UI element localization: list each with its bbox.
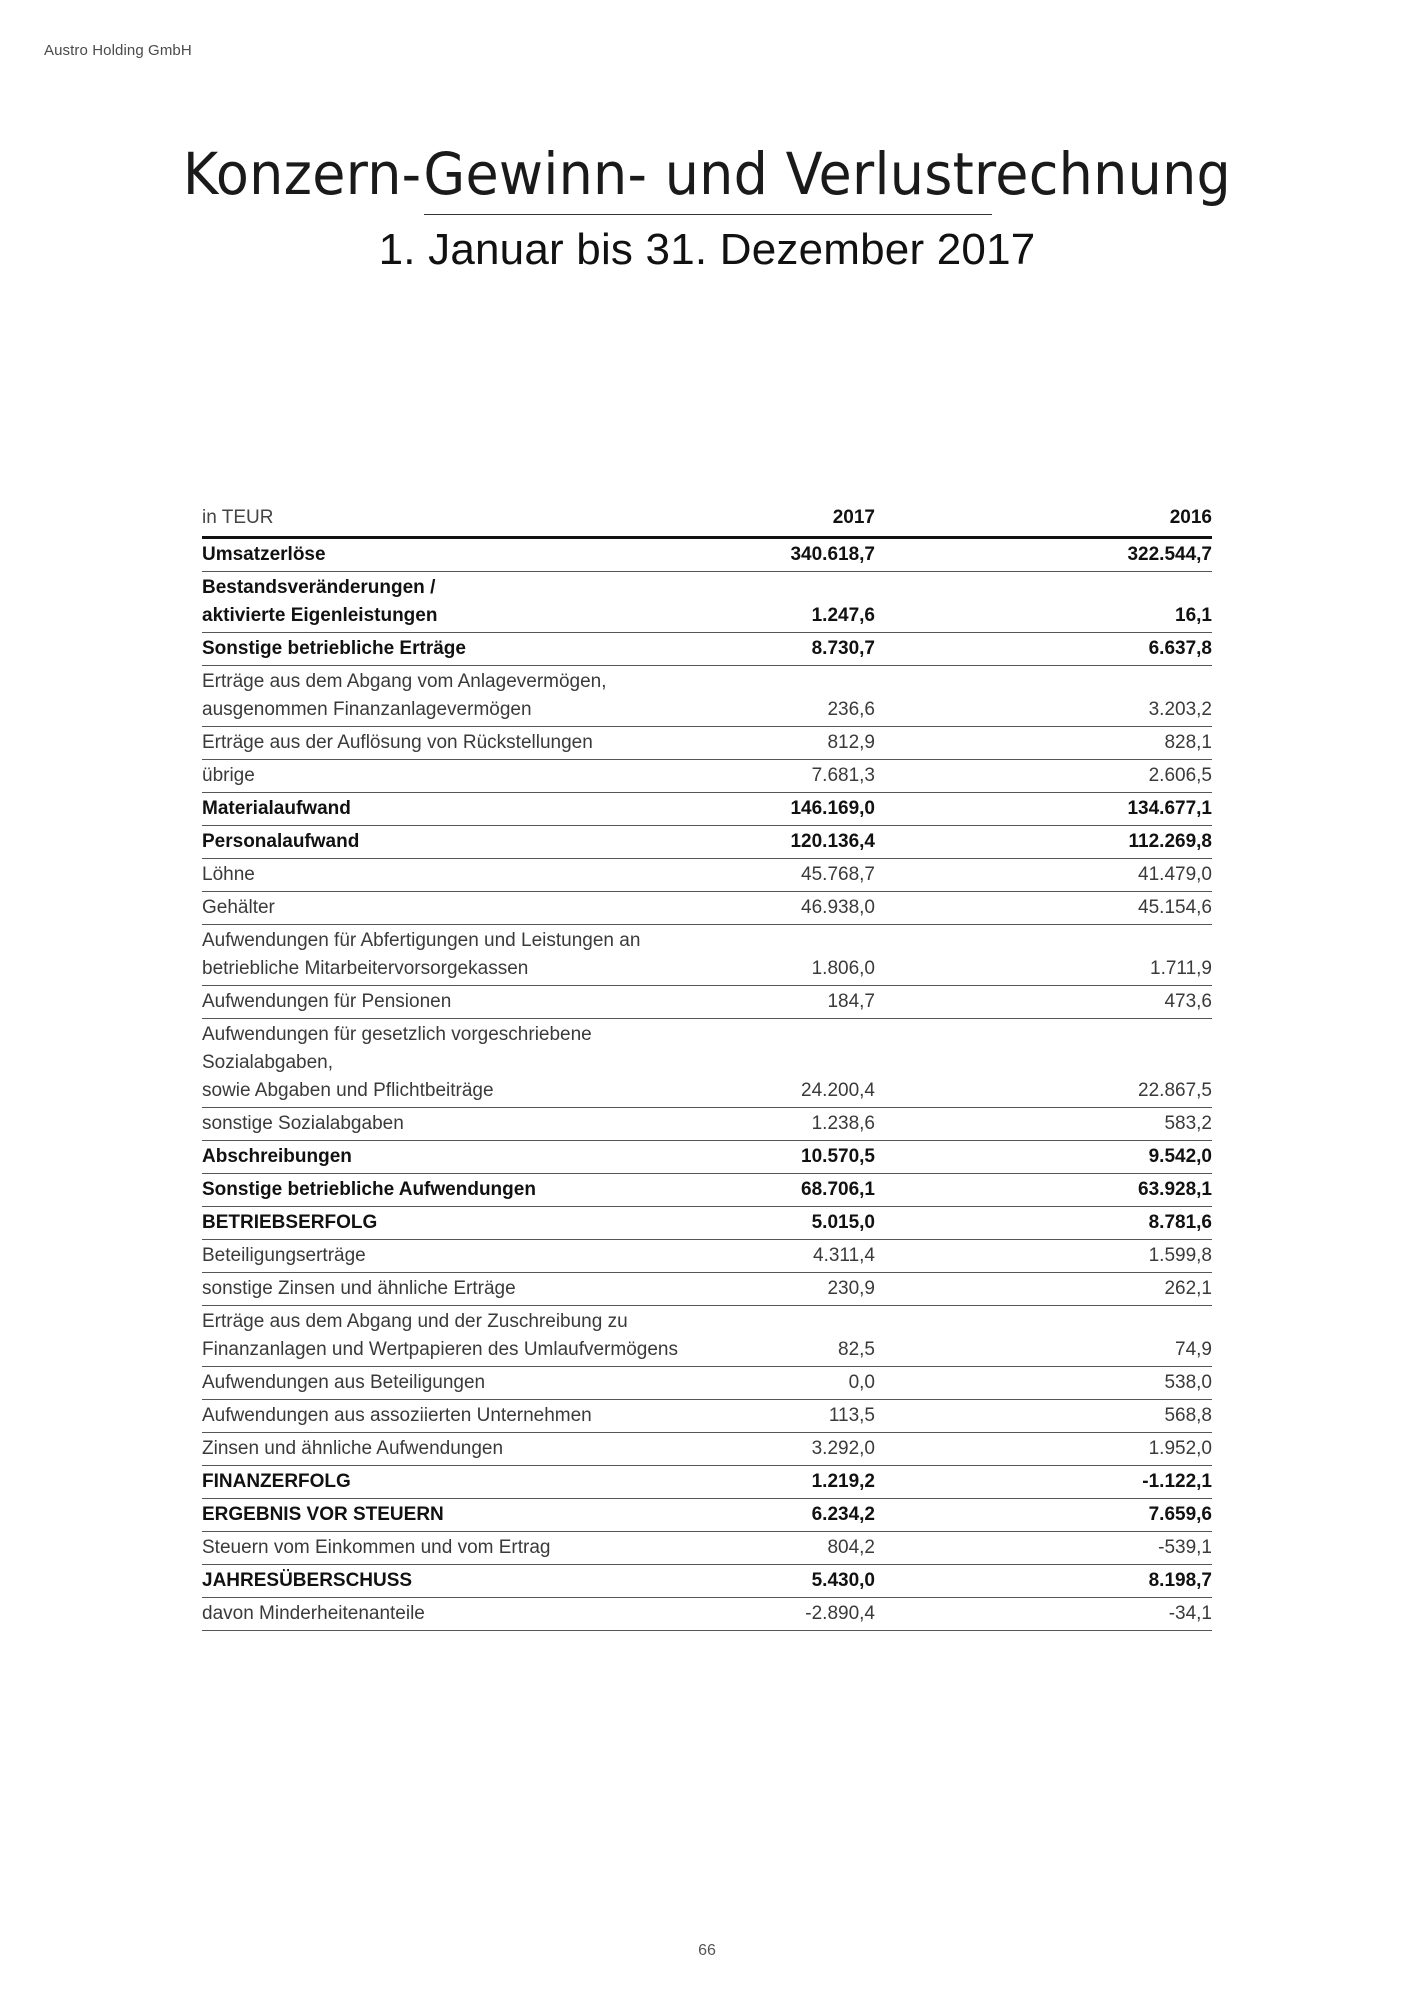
table-row	[202, 1532, 1212, 1565]
row-label-line: Erträge aus dem Abgang vom Anlagevermögen,	[202, 671, 607, 692]
table-row	[202, 826, 1212, 859]
unit-label: in TEUR	[202, 507, 274, 528]
row-label	[202, 1501, 735, 1529]
table-row	[202, 1598, 1212, 1631]
value-2016: 22.867,5	[1138, 1080, 1212, 1101]
value-2016: 134.677,1	[1127, 798, 1212, 819]
row-label-line: ausgenommen Finanzanlagevermögen	[202, 699, 532, 720]
row-label	[202, 1600, 735, 1628]
table-row	[202, 1565, 1212, 1598]
row-label-line: sonstige Sozialabgaben	[202, 1113, 404, 1134]
row-label	[202, 574, 735, 630]
table-row	[202, 1273, 1212, 1306]
value-2016: 1.599,8	[1148, 1245, 1212, 1266]
value-2017: 1.806,0	[811, 958, 875, 979]
value-2016: 7.659,6	[1148, 1504, 1212, 1525]
value-2016: 828,1	[1164, 732, 1212, 753]
row-label-line: davon Minderheitenanteile	[202, 1603, 425, 1624]
row-label	[202, 1110, 735, 1138]
value-2016: 583,2	[1164, 1113, 1212, 1134]
value-2016: 16,1	[1175, 605, 1212, 626]
value-2016: 3.203,2	[1148, 699, 1212, 720]
row-label	[202, 828, 735, 856]
row-label	[202, 729, 735, 757]
table-row	[202, 892, 1212, 925]
table-row	[202, 859, 1212, 892]
table-row	[202, 1207, 1212, 1240]
row-label-line: Aufwendungen aus Beteiligungen	[202, 1372, 486, 1393]
value-2017: 1.238,6	[811, 1113, 875, 1134]
value-2017: 5.430,0	[811, 1570, 875, 1591]
value-2017: 146.169,0	[790, 798, 875, 819]
value-2016: 112.269,8	[1128, 831, 1212, 852]
value-2017: 45.768,7	[801, 864, 875, 885]
table-row	[202, 1400, 1212, 1433]
row-label-line: übrige	[202, 765, 255, 786]
row-label-line: Personalaufwand	[202, 831, 360, 852]
table-row	[202, 1433, 1212, 1466]
row-label-line: Sonstige betriebliche Aufwendungen	[202, 1179, 536, 1200]
value-2016: 1.952,0	[1148, 1438, 1212, 1459]
row-label-line: Abschreibungen	[202, 1146, 352, 1167]
row-label	[202, 1567, 735, 1595]
value-2017: 10.570,5	[801, 1146, 875, 1167]
row-label-line: Aufwendungen für Abfertigungen und Leistungen an	[202, 930, 641, 951]
page-subtitle: 1. Januar bis 31. Dezember 2017	[378, 225, 1036, 274]
row-label	[202, 927, 735, 983]
table-row	[202, 1019, 1212, 1108]
row-label	[202, 894, 735, 922]
row-label	[202, 668, 735, 724]
value-2016: -1.122,1	[1142, 1471, 1212, 1492]
row-label	[202, 1143, 735, 1171]
row-label-line: Zinsen und ähnliche Aufwendungen	[202, 1438, 504, 1459]
table-row	[202, 666, 1212, 727]
column-header-2017: 2017	[832, 507, 875, 528]
table-row	[202, 1367, 1212, 1400]
value-2017: 68.706,1	[801, 1179, 875, 1200]
row-label	[202, 1308, 735, 1364]
table-row	[202, 925, 1212, 986]
row-label-line: Aufwendungen aus assoziierten Unternehmen	[202, 1405, 592, 1426]
value-2016: 538,0	[1164, 1372, 1212, 1393]
value-2017: 230,9	[827, 1278, 875, 1299]
value-2016: 8.781,6	[1148, 1212, 1212, 1233]
row-label-line: Aufwendungen für gesetzlich vorgeschriebene Sozialabgaben,	[202, 1024, 592, 1073]
income-statement-table	[202, 502, 1212, 1631]
table-row	[202, 793, 1212, 826]
row-label-line: Finanzanlagen und Wertpapieren des Umlaufvermögens	[202, 1339, 678, 1360]
table-row	[202, 986, 1212, 1019]
row-label-line: Umsatzerlöse	[202, 544, 326, 565]
column-header-2016: 2016	[1169, 507, 1212, 528]
row-label	[202, 541, 735, 569]
row-label-line: Beteiligungserträge	[202, 1245, 366, 1266]
row-label	[202, 1209, 735, 1237]
row-label	[202, 1275, 735, 1303]
value-2016: 8.198,7	[1148, 1570, 1212, 1591]
value-2017: -2.890,4	[805, 1603, 875, 1624]
value-2017: 184,7	[827, 991, 875, 1012]
row-label-line: sowie Abgaben und Pflichtbeiträge	[202, 1080, 494, 1101]
table-row	[202, 1174, 1212, 1207]
value-2017: 5.015,0	[811, 1212, 875, 1233]
row-label-line: ERGEBNIS VOR STEUERN	[202, 1504, 444, 1525]
value-2016: 2.606,5	[1148, 765, 1212, 786]
row-label-line: Erträge aus dem Abgang und der Zuschreibung zu	[202, 1311, 628, 1332]
value-2016: -34,1	[1168, 1603, 1212, 1624]
row-label	[202, 1468, 735, 1496]
value-2017: 804,2	[827, 1537, 875, 1558]
row-label	[202, 1021, 735, 1105]
row-label	[202, 1369, 735, 1397]
row-label-line: betriebliche Mitarbeitervorsorgekassen	[202, 958, 529, 979]
value-2017: 7.681,3	[811, 765, 875, 786]
row-label	[202, 795, 735, 823]
value-2017: 24.200,4	[801, 1080, 875, 1101]
row-label	[202, 762, 735, 790]
row-label-line: BETRIEBSERFOLG	[202, 1212, 378, 1233]
page-title: Konzern-Gewinn- und Verlustrechnung	[182, 140, 1232, 208]
row-label-line: aktivierte Eigenleistungen	[202, 605, 438, 626]
row-label	[202, 988, 735, 1016]
value-2016: 568,8	[1164, 1405, 1212, 1426]
value-2017: 3.292,0	[811, 1438, 875, 1459]
table-row	[202, 1141, 1212, 1174]
row-label-line: sonstige Zinsen und ähnliche Erträge	[202, 1278, 516, 1299]
value-2017: 120.136,4	[790, 831, 875, 852]
value-2017: 1.219,2	[811, 1471, 875, 1492]
row-label-line: Materialaufwand	[202, 798, 351, 819]
value-2016: -539,1	[1158, 1537, 1212, 1558]
value-2016: 45.154,6	[1138, 897, 1212, 918]
value-2016: 41.479,0	[1138, 864, 1212, 885]
value-2016: 322.544,7	[1127, 544, 1212, 565]
table-row	[202, 727, 1212, 760]
row-label-line: Gehälter	[202, 897, 275, 918]
row-label	[202, 635, 735, 663]
value-2017: 236,6	[827, 699, 875, 720]
title-divider	[424, 214, 992, 215]
company-name: Austro Holding GmbH	[44, 42, 192, 59]
row-label-line: Bestandsveränderungen /	[202, 577, 436, 598]
table-row	[202, 539, 1212, 572]
value-2016: 9.542,0	[1148, 1146, 1212, 1167]
value-2016: 1.711,9	[1150, 958, 1212, 979]
value-2016: 74,9	[1175, 1339, 1212, 1360]
table-row	[202, 1240, 1212, 1273]
table-row	[202, 1108, 1212, 1141]
table-row	[202, 1499, 1212, 1532]
value-2017: 46.938,0	[801, 897, 875, 918]
value-2016: 262,1	[1164, 1278, 1212, 1299]
row-label	[202, 1242, 735, 1270]
row-label-line: Sonstige betriebliche Erträge	[202, 638, 466, 659]
row-label-line: Steuern vom Einkommen und vom Ertrag	[202, 1537, 551, 1558]
page-number: 66	[698, 1942, 716, 1959]
value-2017: 4.311,4	[813, 1245, 875, 1266]
row-label	[202, 1176, 735, 1204]
value-2017: 82,5	[838, 1339, 875, 1360]
value-2017: 6.234,2	[811, 1504, 875, 1525]
table-row	[202, 1306, 1212, 1367]
row-label-line: JAHRESÜBERSCHUSS	[202, 1570, 413, 1591]
row-label	[202, 861, 735, 889]
value-2016: 473,6	[1164, 991, 1212, 1012]
value-2017: 340.618,7	[790, 544, 875, 565]
table-row	[202, 633, 1212, 666]
value-2017: 1.247,6	[811, 605, 875, 626]
table-row	[202, 760, 1212, 793]
value-2017: 8.730,7	[811, 638, 875, 659]
row-label-line: Aufwendungen für Pensionen	[202, 991, 452, 1012]
row-label	[202, 1534, 735, 1562]
value-2017: 0,0	[848, 1372, 875, 1393]
row-label	[202, 1435, 735, 1463]
row-label-line: Löhne	[202, 864, 255, 885]
value-2016: 6.637,8	[1148, 638, 1212, 659]
row-label	[202, 1402, 735, 1430]
table-header	[202, 502, 1212, 539]
value-2016: 63.928,1	[1138, 1179, 1212, 1200]
value-2017: 113,5	[828, 1405, 875, 1426]
row-label-line: Erträge aus der Auflösung von Rückstellungen	[202, 732, 593, 753]
value-2017: 812,9	[827, 732, 875, 753]
row-label-line: FINANZERFOLG	[202, 1471, 351, 1492]
table-body	[202, 539, 1212, 1631]
table-row	[202, 1466, 1212, 1499]
table-row	[202, 572, 1212, 633]
